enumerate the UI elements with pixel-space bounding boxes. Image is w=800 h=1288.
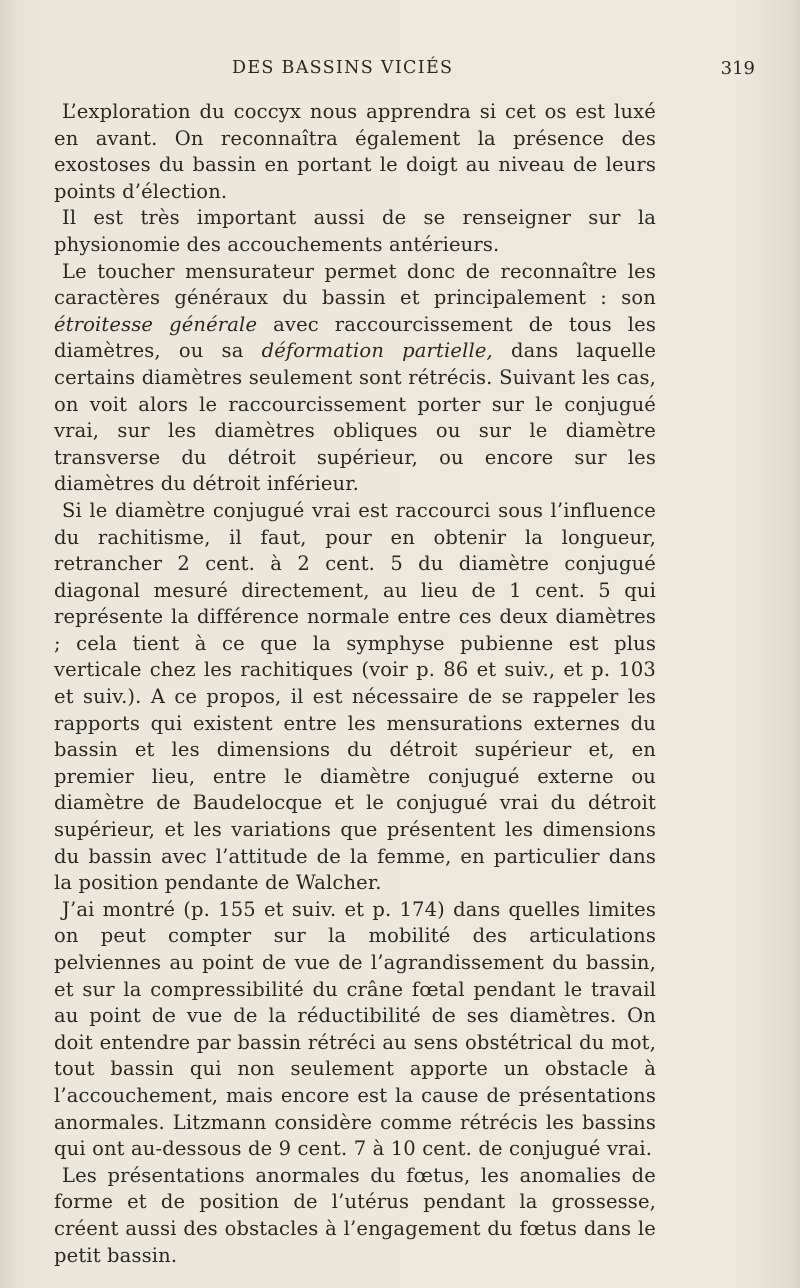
italic-term: étroitesse générale [54, 312, 258, 336]
text-segment: L’exploration du coccyx nous apprendra si cet os est luxé en avant. On reconnaîtra également la présence des exostoses du bassin en portant le doigt au niveau de leurs points d’élection. [54, 100, 656, 203]
page-header [232, 58, 760, 88]
paragraph [54, 897, 656, 1163]
text-segment: Les présentations anormales du fœtus, les anomalies de forme et de position de l’utérus pendant la grossesse, créent aussi des obstacles à l’engagement du fœtus dans le petit bassin. [54, 1163, 656, 1267]
text-segment: Si le diamètre conjugué vrai est raccourci sous l’influence du rachitisme, il faut, pour en obtenir la longueur, retrancher 2 cent. à 2 cent. 5 du diamètre conjugué diagonal mesuré directement, au lieu de 1 cent. 5 qui représente la différence normale entre ces deux diamètres ; cela tient à ce que la symphyse pubienne est plus verticale chez les rachitiques (voir p. 86 et suiv., et p. 103 et suiv.). A ce propos, il est nécessaire de se rappeler les rapports qui existent entre les mensurations externes du bassin et les dimensions du détroit supérieur et, en premier lieu, entre le diamètre conjugué externe ou diamètre de Baudelocque et le conjugué vrai du détroit supérieur, et les variations que présentent les dimensions du bassin avec l’attitude de la femme, en particulier dans la position pendante de Walcher. [54, 498, 656, 895]
body-text [54, 99, 656, 1269]
text-segment: Il est très important aussi de se renseigner sur la physionomie des accouchements antérieurs. [54, 206, 656, 256]
paragraph [54, 259, 656, 498]
running-title: DES BASSINS VICIÉS [232, 58, 454, 78]
text-segment: J’ai montré (p. 155 et suiv. et p. 174) dans quelles limites on peut compter sur la mobilité des articulations pelviennes au point de vue de l’agrandissement du bassin, et sur la compressibilité du crâne fœtal pendant le travail au point de vue de la réductibilité de ses diamètres. On doit entendre par bassin rétréci au sens obstétrical du mot, tout bassin qui non seulement apporte un obstacle à l’accouchement, mais encore est la cause de présentations anormales. Litzmann considère comme rétrécis les bassins qui ont au-dessous de 9 cent. 7 à 10 cent. de conjugué vrai. [54, 897, 656, 1161]
page-number: 319 [720, 58, 755, 79]
text-segment: dans laquelle certains diamètres seulement sont rétrécis. Suivant les cas, on voit alors le raccourcissement porter sur le conjugué vrai, sur les diamètres obliques ou sur le diamètre transverse du détroit supérieur, ou encore sur les diamètres du détroit inférieur. [54, 339, 657, 496]
paragraph [54, 99, 656, 205]
text-segment: avec raccourcissement de tous les diamètres, ou sa [54, 312, 656, 363]
paragraph [54, 498, 656, 897]
italic-term: déformation partielle, [261, 339, 493, 363]
paragraph [54, 1163, 656, 1269]
text-segment: Le toucher mensurateur permet donc de reconnaître les caractères généraux du bassin et principalement : son [54, 259, 656, 310]
paragraph [54, 205, 656, 258]
